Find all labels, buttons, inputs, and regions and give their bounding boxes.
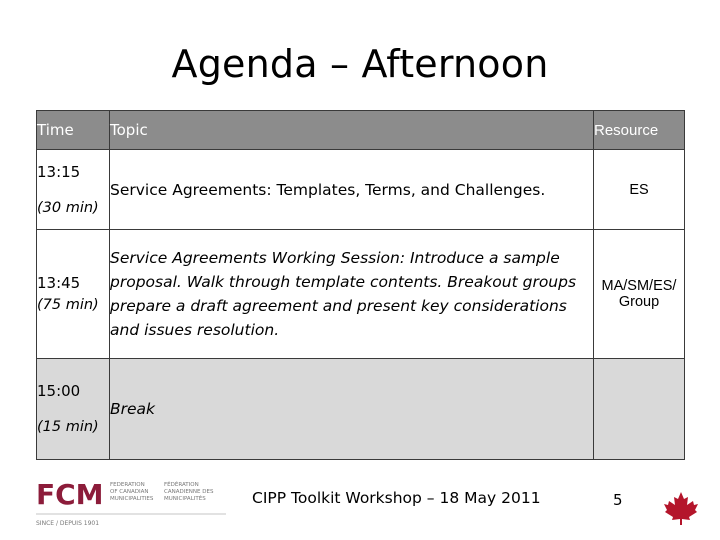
fcm-logo-icon: [36, 476, 236, 532]
footer-event: CIPP Toolkit Workshop – 18 May 2011: [252, 489, 541, 507]
topic-cell: [110, 150, 594, 230]
topic-cell: [110, 359, 594, 460]
time-cell: [37, 150, 110, 230]
maple-leaf-icon: [662, 490, 700, 526]
header-resource: Resource: [594, 111, 685, 150]
time-start: 13:45: [37, 274, 81, 292]
table-row: [37, 150, 685, 230]
logo-acronym: FCM: [36, 478, 104, 511]
logo-name-en: OF CANADIAN: [110, 489, 149, 495]
topic-text: Break: [110, 400, 156, 418]
time-start: 13:15: [37, 162, 81, 181]
resource-cell: [594, 230, 685, 359]
logo-name-en: MUNICIPALITIES: [110, 496, 154, 502]
topic-cell: [110, 230, 594, 359]
time-start: 15:00: [37, 382, 81, 400]
page-number: 5: [613, 491, 623, 509]
resource-cell: [594, 359, 685, 460]
slide-title: Agenda – Afternoon: [171, 42, 549, 86]
topic-text: Service Agreements Working Session: Introduce a sample proposal. Walk through template contents. Breakout groups prepare a draft agreement and present key considerations and issues resolution.: [110, 249, 577, 339]
resource-cell: ES: [594, 150, 685, 230]
resource-line: MA/SM/ES/: [601, 278, 677, 294]
topic-text: Service Agreements: Templates, Terms, and Challenges.: [110, 180, 546, 199]
resource-line: Group: [618, 294, 660, 310]
header-time: Time: [37, 111, 110, 150]
logo-name-fr: CANADIENNE DES: [164, 489, 214, 495]
header-topic: Topic: [110, 111, 594, 150]
logo-name-en: FEDERATION: [110, 482, 145, 488]
logo-tagline: SINCE / DEPUIS 1901: [36, 520, 100, 527]
agenda-table: [36, 110, 685, 460]
time-cell: [37, 359, 110, 460]
fcm-logo: [36, 476, 236, 532]
table-row: [37, 359, 685, 460]
table-header-row: [37, 111, 685, 150]
time-duration: (30 min): [37, 199, 99, 216]
logo-name-fr: FÉDÉRATION: [164, 482, 199, 488]
time-cell: [37, 230, 110, 359]
time-duration: (75 min): [37, 297, 99, 313]
time-duration: (15 min): [37, 419, 99, 435]
logo-name-fr: MUNICIPALITÉS: [164, 496, 206, 502]
table-row: [37, 230, 685, 359]
